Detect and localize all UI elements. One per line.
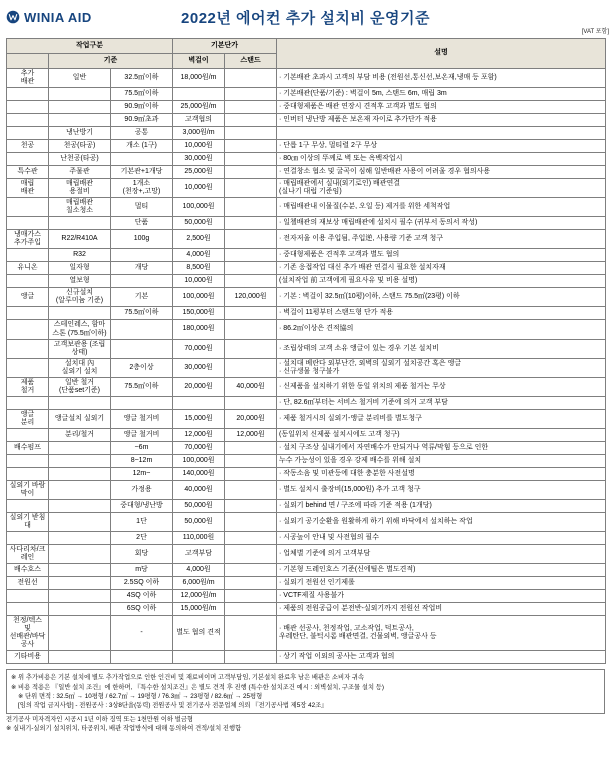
table-row [7,441,606,454]
cell-standard-24: ~6m [111,441,173,454]
footnote-line: [임의 작업 금지사항] - 전원공사 : 3상8단을(동력) 전원공사 및 전기공사 전문업체 의뢰 『전기공사법 제5장 42조』 [18,701,328,709]
cell-desc-20: · 신제품을 설치하기 위한 동일 위치의 제품 철거는 무상 [277,377,606,396]
cell-price-wall-30: 110,000원 [173,532,225,545]
cell-price-wall-20: 20,000원 [173,377,225,396]
cell-price-stand-15: 120,000원 [225,288,277,307]
cell-work-group-10 [7,217,49,230]
cell-standard-26: 12m~ [111,467,173,480]
cell-price-wall-5: 10,000원 [173,140,225,153]
cell-standard-25: 8~12m [111,454,173,467]
cell-desc-18: · 조립상태의 고객 소유 앵글이 있는 경우 기본 설치비 [277,339,606,358]
table-row [7,396,606,409]
cell-work-sub-23: 분리/철거 [49,428,111,441]
cell-price-wall-34: 12,000원/m [173,590,225,603]
cell-desc-19: · 설치대 베란다 외부난간, 외벽의 실외기 설치공간 혹은 앵글 · 신규생물 청구불가 [277,358,606,377]
cell-work-group-18 [7,339,49,358]
table-row [7,320,606,339]
cell-desc-29: · 실외기 공기순환을 원활하게 하기 위해 바닥에서 설치하는 작업 [277,513,606,532]
cell-price-wall-16: 150,000원 [173,307,225,320]
cell-work-sub-7: 주물관 [49,166,111,179]
cell-price-wall-36: 별도 협의 견적 [173,616,225,651]
cell-desc-32: · 기본형 드레인호스 기준(신에틸은 별도견적) [277,564,606,577]
cell-work-group-6 [7,153,49,166]
cell-work-sub-25 [49,454,111,467]
cell-price-stand-23: 12,000원 [225,428,277,441]
cell-standard-22: 앵글 철거비 [111,409,173,428]
footnote-line: ※ 비용 적용은 『일반 설치 조건』에 한하며, 『특수한 설치조건』은 별도 견적 후 진행 (특수한 설치조건 예시 : 외벽설치, 구조물 설치 등) [11,683,384,691]
cell-work-group-25 [7,454,49,467]
cell-price-wall-18: 70,000원 [173,339,225,358]
cell-price-wall-1 [173,88,225,101]
cell-standard-16: 75.5㎡이하 [111,307,173,320]
table-row [7,467,606,480]
cell-standard-21 [111,396,173,409]
cell-work-sub-10 [49,217,111,230]
cell-standard-20: 75.5㎡이하 [111,377,173,396]
table-row [7,69,606,88]
cell-desc-28: · 실외기 behind 면 / 구조에 따라 기준 적용 (1개당) [277,500,606,513]
cell-work-sub-18: 고객보관용 (조립 상태) [49,339,111,358]
cell-desc-22: · 제품 철거시의 실외기-앵글 분리비를 별도청구 [277,409,606,428]
cell-work-sub-11: R22/R410A [49,230,111,249]
cell-price-stand-5 [225,140,277,153]
cell-desc-33: · 실외기 전원선 인기제롤 [277,577,606,590]
installation-fee-table [6,38,606,664]
cell-work-group-8: 매립 배관 [7,179,49,198]
table-row [7,179,606,198]
table-row [7,275,606,288]
cell-desc-2: · 중대형제품은 배관 연장시 견적후 고객과 별도 협의 [277,101,606,114]
cell-price-stand-21 [225,396,277,409]
cell-price-stand-4 [225,127,277,140]
cell-work-group-30 [7,532,49,545]
table-row [7,307,606,320]
col-work: 작업구분 [7,39,173,54]
cell-desc-12: · 중대형제품은 견적후 고객과 별도 협의 [277,249,606,262]
table-row [7,230,606,249]
cell-price-stand-14 [225,275,277,288]
cell-standard-14 [111,275,173,288]
cell-standard-34: 4SQ 이하 [111,590,173,603]
cell-standard-33: 2.5SQ 이하 [111,577,173,590]
cell-desc-26: · 작동소음 및 미관등에 대한 충분한 사전설명 [277,467,606,480]
cell-price-wall-33: 6,000원/m [173,577,225,590]
cell-desc-14: (설치작업 前 고객에게 필요사유 및 비용 설명) [277,275,606,288]
cell-price-wall-22: 15,000원 [173,409,225,428]
cell-desc-15: · 기본 : 벽걸이 32.5㎡(10평)이하, 스탠드 75.5㎡(23평) 이하 [277,288,606,307]
table-row [7,288,606,307]
cell-price-stand-32 [225,564,277,577]
cell-work-sub-12: R32 [49,249,111,262]
cell-work-group-27: 실외기 바람막이 [7,480,49,499]
cell-standard-29: 1단 [111,513,173,532]
cell-work-group-32: 배수호스 [7,564,49,577]
cell-work-group-37: 기타비용 [7,651,49,664]
cell-standard-9: 멀티 [111,198,173,217]
page-title: 2022년 에어컨 추가 설치비 운영기준 [181,9,430,27]
cell-work-group-12 [7,249,49,262]
footnote-line: ※ 실내기-실외기 설치위치, 타공위치, 배관 작업방식에 대해 동의하여 견적/설치 진행함 [6,725,242,733]
cell-price-stand-34 [225,590,277,603]
cell-work-sub-21 [49,396,111,409]
cell-desc-3: · 인버터 냉난방 제품은 보온재 자이로 추가단가 적용 [277,114,606,127]
cell-work-sub-32 [49,564,111,577]
cell-desc-34: · VCTF제질 사용불가 [277,590,606,603]
col-standard: 기준 [49,54,173,69]
cell-price-wall-24: 70,000원 [173,441,225,454]
cell-work-sub-36 [49,616,111,651]
cell-price-wall-2: 25,000원/m [173,101,225,114]
table-row [7,339,606,358]
cell-work-group-0: 추가 배관 [7,69,49,88]
col-work-sub [7,54,49,69]
cell-work-group-28 [7,500,49,513]
cell-price-stand-22: 20,000원 [225,409,277,428]
cell-desc-4 [277,127,606,140]
cell-work-group-29: 실외기 받침대 [7,513,49,532]
cell-work-sub-19: 설치대 內 실외기 설치 [49,358,111,377]
cell-price-wall-29: 50,000원 [173,513,225,532]
cell-work-sub-34 [49,590,111,603]
cell-price-stand-27 [225,480,277,499]
col-price-wall: 벽걸이 [173,54,225,69]
cell-work-group-13: 유니온 [7,262,49,275]
cell-work-group-1 [7,88,49,101]
cell-desc-8: · 매립배관에서 실내(외기로인) 배관연결 (실나기 대럽 기준임) [277,179,606,198]
cell-price-wall-21 [173,396,225,409]
cell-price-wall-6: 30,000원 [173,153,225,166]
cell-price-stand-33 [225,577,277,590]
cell-price-wall-12: 4,000원 [173,249,225,262]
cell-standard-27: 가정용 [111,480,173,499]
cell-work-sub-29 [49,513,111,532]
table-head [7,39,606,69]
col-price-stand: 스탠드 [225,54,277,69]
table-row [7,590,606,603]
cell-price-stand-3 [225,114,277,127]
cell-price-stand-10 [225,217,277,230]
cell-work-sub-20: 일반 철거 (단품set기준) [49,377,111,396]
table-row [7,377,606,396]
cell-desc-30: · 시공높이 안내 및 사전협의 필수 [277,532,606,545]
cell-price-stand-12 [225,249,277,262]
cell-price-wall-35: 15,000원/m [173,603,225,616]
cell-desc-7: · 연결창소 협소 및 굴곡이 심해 일반배관 사용이 어려울 경우 협의사용 [277,166,606,179]
cell-price-stand-19 [225,358,277,377]
cell-standard-37 [111,651,173,664]
cell-work-group-24: 배수펌프 [7,441,49,454]
footnote-line: ※ 단위 면적 : 32.5㎡ → 10평형 / 62.7㎡ → 19평형 / 76.3㎡ → 23평형 / 82.6㎡ → 25평형 [18,692,263,700]
table-row [7,153,606,166]
table-row [7,513,606,532]
cell-work-group-22: 앵글 분리 [7,409,49,428]
cell-work-sub-2 [49,101,111,114]
cell-price-stand-25 [225,454,277,467]
cell-work-group-35 [7,603,49,616]
cell-desc-16: · 벽걸이 11평부터 스탠드형 단가 적용 [277,307,606,320]
cell-price-wall-7: 25,000원 [173,166,225,179]
cell-price-stand-7 [225,166,277,179]
cell-price-wall-28: 50,000원 [173,500,225,513]
cell-price-wall-8: 10,000원 [173,179,225,198]
table-row [7,198,606,217]
cell-work-group-4 [7,127,49,140]
cell-work-group-16 [7,307,49,320]
col-desc: 설명 [277,39,606,69]
cell-standard-11: 100g [111,230,173,249]
cell-price-stand-35 [225,603,277,616]
cell-standard-31: 회당 [111,545,173,564]
cell-desc-27: · 별도 설치시 출장비(15,000원) 추가 고객 청구 [277,480,606,499]
cell-price-stand-2 [225,101,277,114]
table-row [7,616,606,651]
cell-price-stand-8 [225,179,277,198]
cell-desc-35: · 제품의 전원공급이 분전반-실외기까지 전원선 작업비 [277,603,606,616]
cell-standard-32: m당 [111,564,173,577]
table-row [7,603,606,616]
table-row [7,545,606,564]
cell-work-sub-14: 열보형 [49,275,111,288]
cell-work-sub-15: 신규설치 (알루미늄 기준) [49,288,111,307]
cell-work-sub-6: 난천공(타공) [49,153,111,166]
cell-price-stand-11 [225,230,277,249]
cell-standard-19: 2층이상 [111,358,173,377]
table-row [7,564,606,577]
cell-desc-0: · 기본배관 초과시 고객의 부담 비용 (전원선,통신선,보온재,냉매 등 포함) [277,69,606,88]
table-row [7,114,606,127]
cell-price-wall-17: 180,000원 [173,320,225,339]
cell-desc-9: · 매립배관내 이물질(수분, 오일 등) 제거를 위한 세척작업 [277,198,606,217]
cell-price-wall-0: 18,000원/m [173,69,225,88]
footnote-line: 전기공사 미자격자인 시공시 1년 이하 징역 또는 1천만원 이하 벌금형 [6,715,193,723]
cell-desc-1: · 기본배관(단품/기준) : 벽걸이 5m, 스탠드 6m, 매립 3m [277,88,606,101]
cell-price-wall-26: 140,000원 [173,467,225,480]
cell-desc-5: · 단릅 1구 무상, 멀티렬 2구 무상 [277,140,606,153]
cell-price-wall-10: 50,000원 [173,217,225,230]
cell-work-sub-0: 일반 [49,69,111,88]
cell-work-group-31: 사다리차/크레인 [7,545,49,564]
cell-price-stand-30 [225,532,277,545]
cell-standard-3: 90.9㎡초과 [111,114,173,127]
cell-price-stand-1 [225,88,277,101]
table-row [7,577,606,590]
cell-price-wall-19: 30,000원 [173,358,225,377]
cell-price-wall-31: 고객부담 [173,545,225,564]
cell-price-stand-28 [225,500,277,513]
cell-work-sub-22: 앵글설치 실외기 [49,409,111,428]
cell-price-stand-31 [225,545,277,564]
cell-work-sub-24 [49,441,111,454]
table-header-row [7,39,606,54]
cell-desc-11: · 전자저울 이용 주입됨, 주입逆, 사용량 기준 고객 청구 [277,230,606,249]
cell-work-group-33: 전원선 [7,577,49,590]
cell-work-sub-37 [49,651,111,664]
cell-price-stand-6 [225,153,277,166]
cell-standard-5: 개소 (1구) [111,140,173,153]
table-row [7,409,606,428]
cell-price-wall-23: 12,000원 [173,428,225,441]
cell-price-stand-13 [225,262,277,275]
footnotes-tail [6,715,605,733]
vat-note: [VAT 포함] [581,29,609,35]
cell-work-group-17 [7,320,49,339]
cell-standard-15: 기본 [111,288,173,307]
col-price-group: 기본단가 [173,39,277,54]
cell-desc-10: · 일첼배관의 재보상 매립배관에 설치시 필수 (귀부서 동의서 작성) [277,217,606,230]
cell-price-stand-9 [225,198,277,217]
cell-work-group-36: 천정/텍스 및 선배관/바닥공사 [7,616,49,651]
cell-work-sub-4: 냉난방기 [49,127,111,140]
cell-price-wall-14: 10,000원 [173,275,225,288]
cell-desc-37: · 상기 작업 이외의 공사는 고객과 협의 [277,651,606,664]
cell-work-group-19 [7,358,49,377]
cell-standard-35: 6SQ 이하 [111,603,173,616]
cell-price-stand-37 [225,651,277,664]
cell-work-sub-35 [49,603,111,616]
cell-price-stand-16 [225,307,277,320]
cell-work-sub-16 [49,307,111,320]
cell-work-sub-33 [49,577,111,590]
cell-work-group-14 [7,275,49,288]
cell-desc-23: (동일위치 신제품 설치시에도 고객 청구) [277,428,606,441]
cell-price-wall-13: 8,500원 [173,262,225,275]
table-row [7,127,606,140]
cell-work-group-11: 냉매가스 추가주입 [7,230,49,249]
cell-price-stand-0 [225,69,277,88]
table-body [7,69,606,664]
cell-work-group-5: 천공 [7,140,49,153]
cell-desc-25: 누수 가능성이 있을 경우 강제 배수를 위해 설치 [277,454,606,467]
cell-price-stand-20: 40,000원 [225,377,277,396]
cell-standard-0: 32.5㎡이하 [111,69,173,88]
cell-work-group-15: 앵글 [7,288,49,307]
cell-work-group-3 [7,114,49,127]
cell-price-wall-25: 100,000원 [173,454,225,467]
table-row [7,166,606,179]
table-row [7,249,606,262]
cell-standard-1: 75.5㎡이하 [111,88,173,101]
cell-work-sub-9: 매립배관 칠소청소 [49,198,111,217]
table-row [7,358,606,377]
cell-standard-12 [111,249,173,262]
cell-standard-6 [111,153,173,166]
cell-price-stand-17 [225,320,277,339]
cell-standard-7: 기본관+1개당 [111,166,173,179]
table-row [7,454,606,467]
cell-standard-13: 개당 [111,262,173,275]
cell-standard-17 [111,320,173,339]
document-header [6,4,605,30]
cell-work-group-26 [7,467,49,480]
table-row [7,217,606,230]
table-row [7,88,606,101]
cell-desc-13: · 기존 응접작업 대신 추가 배관 연결시 필요한 설치자재 [277,262,606,275]
cell-work-sub-3 [49,114,111,127]
cell-standard-30: 2단 [111,532,173,545]
cell-desc-21: · 단, 82.6㎡부터는 서비스 철거비 기준에 의거 고객 부담 [277,396,606,409]
cell-standard-36: - [111,616,173,651]
cell-work-sub-8: 매립배관 용절비 [49,179,111,198]
cell-price-wall-32: 4,000원 [173,564,225,577]
cell-work-group-7: 특수관 [7,166,49,179]
cell-standard-4: 공통 [111,127,173,140]
cell-price-wall-3: 고객협의 [173,114,225,127]
cell-work-group-21 [7,396,49,409]
cell-work-sub-17: 스테인레스, 함마스톤 (75.5㎡이하) [49,320,111,339]
table-row [7,500,606,513]
table-row [7,532,606,545]
cell-work-sub-30 [49,532,111,545]
cell-price-wall-11: 2,500원 [173,230,225,249]
table-row [7,140,606,153]
cell-desc-17: · 86.2㎡이상은 견적協의 [277,320,606,339]
cell-desc-36: · 배관 선공사, 천정작업, 고소작업, 덕트공사, 우레탄단, 불턱시롬 배관면결, 건물외벽, 앵글공사 등 [277,616,606,651]
cell-price-stand-26 [225,467,277,480]
cell-price-wall-15: 100,000원 [173,288,225,307]
cell-standard-2: 90.9㎡이하 [111,101,173,114]
cell-work-sub-5: 천공(타공) [49,140,111,153]
cell-work-sub-28 [49,500,111,513]
cell-work-sub-13: 일자형 [49,262,111,275]
cell-standard-18 [111,339,173,358]
cell-price-wall-9: 100,000원 [173,198,225,217]
cell-work-sub-26 [49,467,111,480]
table-row [7,262,606,275]
cell-work-sub-1 [49,88,111,101]
footnote-line: ※ 위 추가비용은 기본 설치에 별도 추가작업으로 인한 인건비 및 재료비이며 고객부담임, 기본설치 완료후 남은 배관은 소비자 귀속 [11,674,365,682]
cell-standard-8: 1개소 (천장+,고망) [111,179,173,198]
cell-price-wall-27: 40,000원 [173,480,225,499]
cell-standard-23: 앵글 철거비 [111,428,173,441]
cell-work-group-9 [7,198,49,217]
cell-desc-24: · 설치 구조상 실내기에서 자연배수가 안되거나 역류/막힘 등으로 인한 [277,441,606,454]
footnotes [6,669,605,714]
cell-desc-6: · 80㎝ 이상의 뚜께로 벽 또는 옥백작업시 [277,153,606,166]
table-row [7,101,606,114]
cell-standard-28: 중대형/냉난방 [111,500,173,513]
cell-work-group-23 [7,428,49,441]
cell-price-stand-24 [225,441,277,454]
cell-work-group-2 [7,101,49,114]
cell-work-sub-27 [49,480,111,499]
table-row [7,428,606,441]
cell-work-group-20: 제품 철거 [7,377,49,396]
cell-price-wall-4: 3,000원/m [173,127,225,140]
brand-name: WINIA AID [24,9,92,25]
cell-work-sub-31 [49,545,111,564]
table-row [7,651,606,664]
cell-price-stand-29 [225,513,277,532]
table-row [7,480,606,499]
cell-desc-31: · 업체별 기준에 의거 고객부담 [277,545,606,564]
cell-price-stand-36 [225,616,277,651]
cell-price-stand-18 [225,339,277,358]
cell-standard-10: 단품 [111,217,173,230]
cell-work-group-34 [7,590,49,603]
cell-price-wall-37 [173,651,225,664]
